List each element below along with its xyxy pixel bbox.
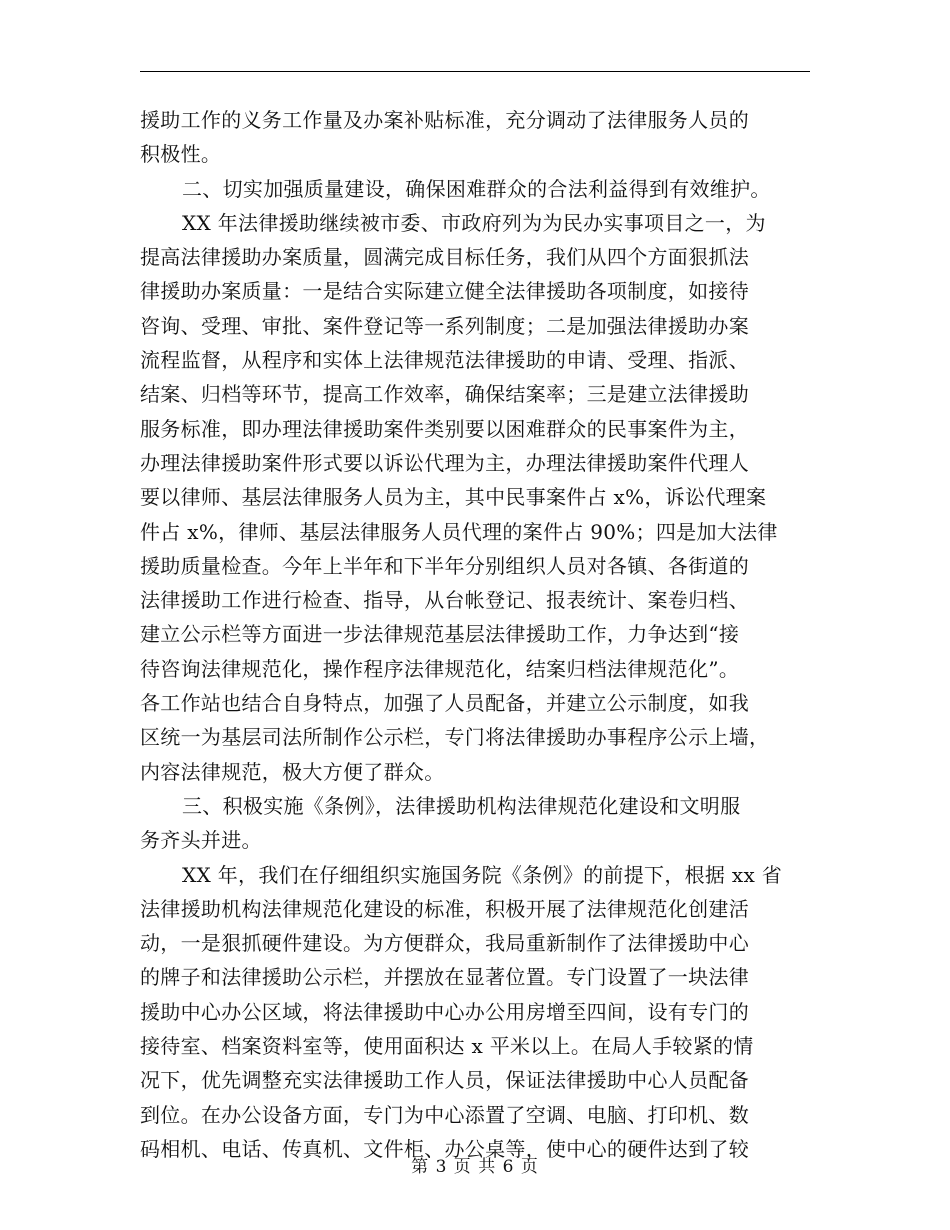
page-footer: 第 3 页 共 6 页 xyxy=(411,1157,539,1177)
text-line: 法律援助工作进行检查、指导，从台帐登记、报表统计、案卷归档、 xyxy=(140,588,749,613)
text-line: 积极性。 xyxy=(140,142,222,167)
text-line: 咨询、受理、审批、案件登记等一系列制度；二是加强法律援助办案 xyxy=(140,313,749,338)
text-line: 法律援助机构法律规范化建设的标准，积极开展了法律规范化创建活 xyxy=(140,896,749,921)
text-line: 要以律师、基层法律服务人员为主，其中民事案件占 x%，诉讼代理案 xyxy=(140,485,767,510)
text-line: 三、积极实施《条例》，法律援助机构法律规范化建设和文明服 xyxy=(182,793,741,818)
text-line: 各工作站也结合自身特点，加强了人员配备，并建立公示制度，如我 xyxy=(140,691,749,716)
text-line: 律援助办案质量：一是结合实际建立健全法律援助各项制度，如接待 xyxy=(140,279,749,304)
text-line: 建立公示栏等方面进一步法律规范基层法律援助工作，力争达到“接 xyxy=(140,622,740,647)
text-line: 内容法律规范，极大方便了群众。 xyxy=(140,759,445,784)
text-line: XX 年法律援助继续被市委、市政府列为为民办实事项目之一，为 xyxy=(182,210,766,235)
document-body xyxy=(140,103,812,1166)
text-line: 结案、归档等环节，提高工作效率，确保结案率；三是建立法律援助 xyxy=(140,382,749,407)
text-line: 务齐头并进。 xyxy=(140,828,262,853)
text-line: 二、切实加强质量建设，确保困难群众的合法利益得到有效维护。 xyxy=(182,176,771,201)
text-line: 援助质量检查。今年上半年和下半年分别组织人员对各镇、各街道的 xyxy=(140,553,749,578)
header-rule xyxy=(140,71,810,72)
text-line: 办理法律援助案件形式要以诉讼代理为主，办理法律援助案件代理人 xyxy=(140,450,749,475)
text-line: 动，一是狠抓硬件建设。为方便群众，我局重新制作了法律援助中心 xyxy=(140,931,749,956)
text-line: 到位。在办公设备方面，专门为中心添置了空调、电脑、打印机、数 xyxy=(140,1102,749,1127)
text-line: 流程监督，从程序和实体上法律规范法律援助的申请、受理、指派、 xyxy=(140,348,749,373)
text-line: XX 年，我们在仔细组织实施国务院《条例》的前提下，根据 xx 省 xyxy=(182,862,783,887)
text-line: 码相机、电话、传真机、文件柜、办公桌等，使中心的硬件达到了较 xyxy=(140,1136,749,1161)
text-line: 件占 x%，律师、基层法律服务人员代理的案件占 90%；四是加大法律 xyxy=(140,519,778,544)
text-line: 提高法律援助办案质量，圆满完成目标任务，我们从四个方面狠抓法 xyxy=(140,245,749,270)
text-line: 接待室、档案资料室等，使用面积达 x 平米以上。在局人手较紧的情 xyxy=(140,1034,754,1059)
text-line: 援助工作的义务工作量及办案补贴标准，充分调动了法律服务人员的 xyxy=(140,108,749,132)
text-line: 况下，优先调整充实法律援助工作人员，保证法律援助中心人员配备 xyxy=(140,1068,749,1093)
text-line: 服务标准，即办理法律援助案件类别要以困难群众的民事案件为主， xyxy=(140,416,749,441)
text-line: 援助中心办公区域，将法律援助中心办公用房增至四间，设有专门的 xyxy=(140,999,749,1024)
text-line: 待咨询法律规范化，操作程序法律规范化，结案归档法律规范化”。 xyxy=(140,656,740,681)
text-line: 区统一为基层司法所制作公示栏，专门将法律援助办事程序公示上墙， xyxy=(140,725,770,750)
text-line: 的牌子和法律援助公示栏，并摆放在显著位置。专门设置了一块法律 xyxy=(140,965,749,990)
